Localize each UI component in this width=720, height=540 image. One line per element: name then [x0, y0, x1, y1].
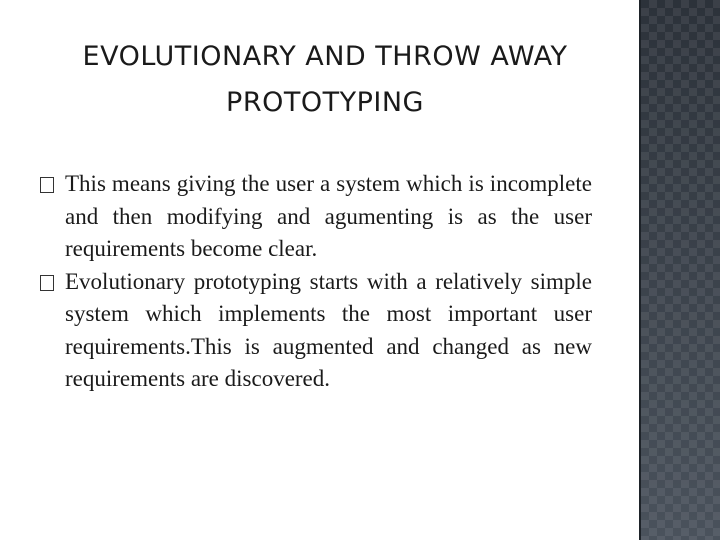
decorative-side-panel — [641, 0, 720, 540]
bullet-text: This means giving the user a system which is incomplete and then modifying and agumenting is as the user requirements become clear. — [65, 171, 592, 261]
square-bullet-icon — [40, 275, 54, 291]
slide-title-line-1: EVOLUTIONARY AND THROW AWAY — [82, 41, 568, 72]
slide-title — [30, 34, 620, 126]
bullet-item — [40, 266, 592, 396]
square-bullet-icon — [40, 177, 54, 193]
bullet-item — [40, 168, 592, 266]
slide-title-line-2: PROTOTYPING — [226, 87, 424, 118]
bullet-list — [40, 168, 592, 396]
bullet-text: Evolutionary prototyping starts with a relatively simple system which implements the most important user requirements.This is augmented and changed as new requirements are discovered. — [65, 268, 592, 391]
